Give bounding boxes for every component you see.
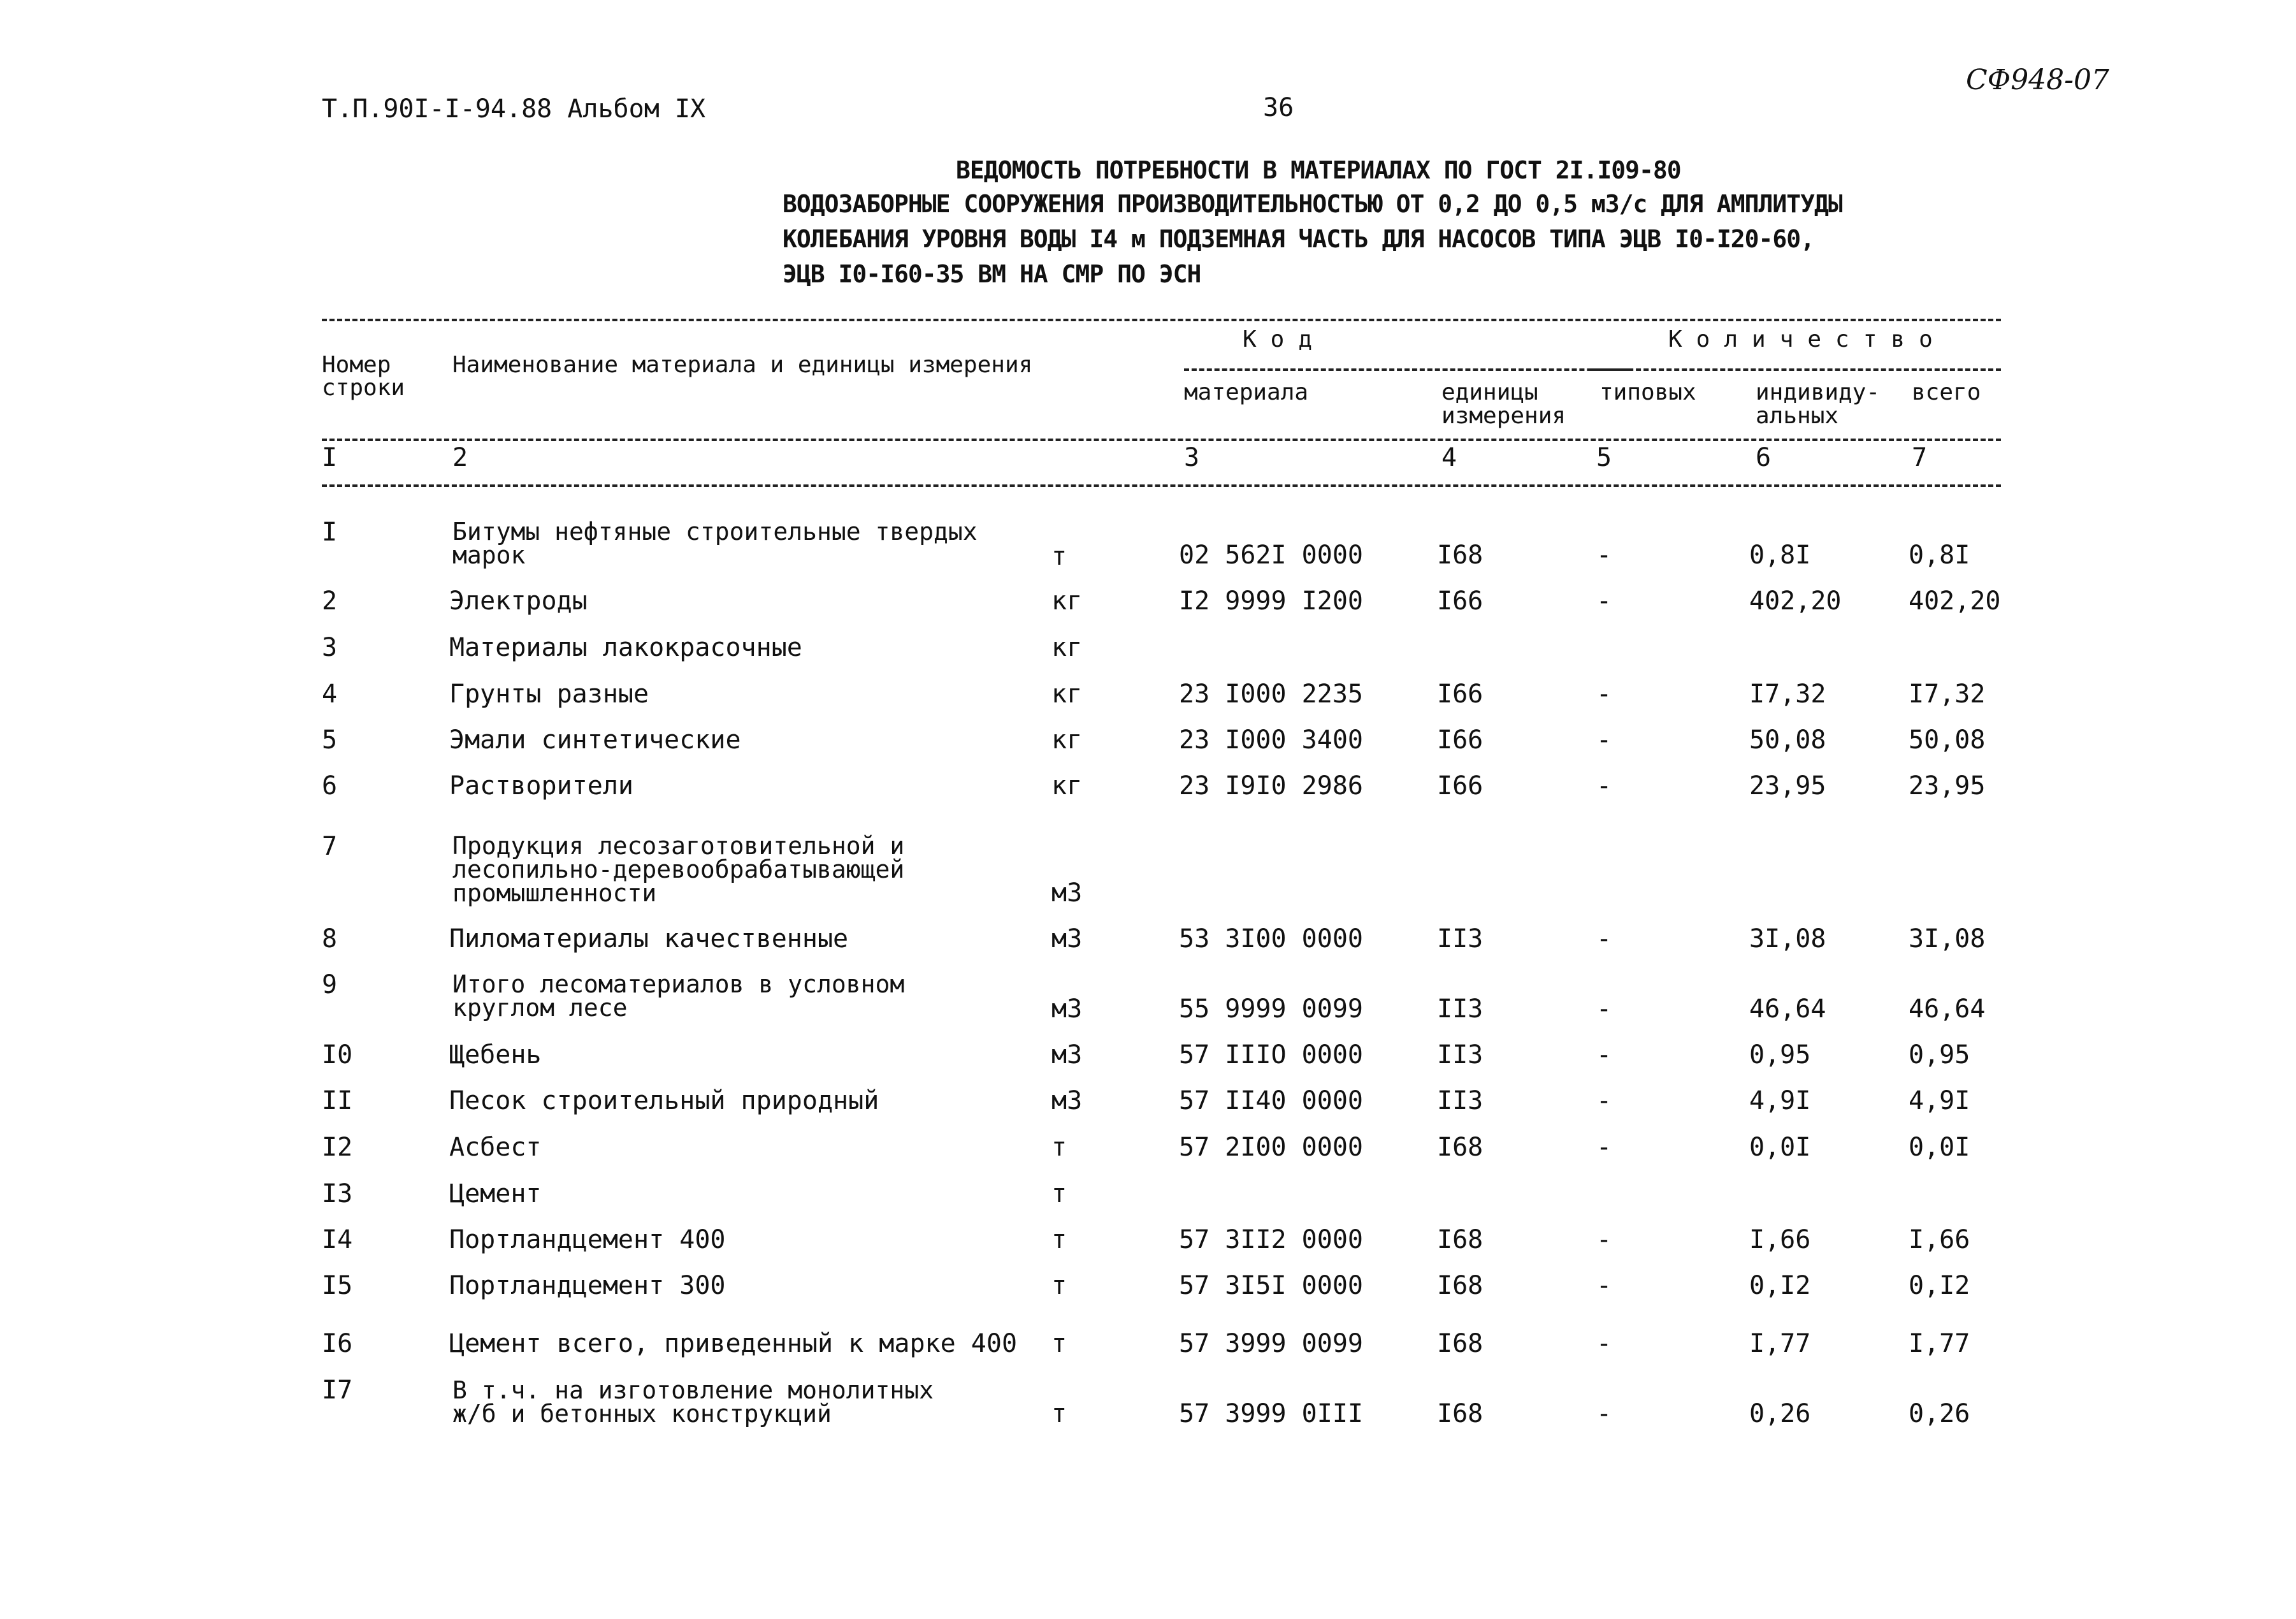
- header-row-number-2: строки: [322, 375, 405, 401]
- total-qty: 0,8I: [1909, 541, 1970, 570]
- unit-code: II3: [1437, 924, 1484, 954]
- individual-qty: 46,64: [1749, 994, 1826, 1024]
- qty-group-rule: [1590, 368, 2001, 371]
- individual-qty: 0,95: [1749, 1040, 1811, 1070]
- material-code: 53 3I00 0000: [1179, 924, 1363, 954]
- header-code-group: Код: [1243, 326, 1327, 352]
- total-qty: 4,9I: [1909, 1086, 1970, 1115]
- individual-qty: 4,9I: [1749, 1086, 1811, 1115]
- row-number: 3: [322, 633, 338, 662]
- material-name-line-3: промышленности: [452, 879, 657, 907]
- header-individual-1: индивиду-: [1756, 379, 1881, 405]
- individual-qty: I7,32: [1749, 679, 1826, 709]
- individual-qty: I,66: [1749, 1225, 1811, 1254]
- unit: т: [1051, 1225, 1067, 1254]
- material-code: 57 3999 0099: [1179, 1329, 1363, 1358]
- header-material-name: Наименование материала и единицы измерения: [452, 352, 1033, 378]
- material-name: Грунты разные: [449, 679, 649, 709]
- row-number: I6: [322, 1329, 353, 1358]
- material-name: Материалы лакокрасочные: [449, 633, 802, 662]
- row-number: 7: [322, 832, 338, 861]
- unit-code: I68: [1437, 1133, 1484, 1162]
- total-qty: I7,32: [1909, 679, 1986, 709]
- individual-qty: 50,08: [1749, 725, 1826, 755]
- material-code: 23 I000 2235: [1179, 679, 1363, 709]
- column-number-5: 5: [1596, 443, 1612, 472]
- total-qty: 0,95: [1909, 1040, 1970, 1070]
- total-qty: I,66: [1909, 1225, 1970, 1254]
- typical-qty: -: [1596, 586, 1612, 616]
- column-number-7: 7: [1912, 443, 1928, 472]
- table-top-rule: [322, 319, 2001, 321]
- material-name: Песок строительный природный: [449, 1086, 879, 1115]
- typical-qty: -: [1596, 1040, 1612, 1070]
- row-number: I4: [322, 1225, 353, 1254]
- unit: т: [1051, 1399, 1067, 1428]
- unit-code: I68: [1437, 1329, 1484, 1358]
- individual-qty: 402,20: [1749, 586, 1842, 616]
- typical-qty: -: [1596, 1399, 1612, 1428]
- material-name: Продукция лесозаготовительной и: [452, 832, 905, 860]
- material-name: Щебень: [449, 1040, 542, 1070]
- column-number-1: I: [322, 443, 338, 472]
- header-typical: типовых: [1599, 379, 1696, 405]
- header-material-code: материала: [1184, 379, 1309, 405]
- unit-code: I66: [1437, 586, 1484, 616]
- individual-qty: 0,26: [1749, 1399, 1811, 1428]
- row-number: 4: [322, 679, 338, 709]
- typical-qty: -: [1596, 924, 1612, 954]
- typical-qty: -: [1596, 679, 1612, 709]
- row-number: I2: [322, 1133, 353, 1162]
- column-number-6: 6: [1756, 443, 1772, 472]
- unit: кг: [1051, 679, 1083, 709]
- row-number: I: [322, 518, 338, 547]
- typical-qty: -: [1596, 1133, 1612, 1162]
- typical-qty: -: [1596, 1225, 1612, 1254]
- material-name-line-2: лесопильно-деревообрабатывающей: [452, 855, 905, 883]
- total-qty: 23,95: [1909, 771, 1986, 801]
- unit: м3: [1051, 878, 1083, 908]
- page-number: 36: [1263, 93, 1294, 122]
- typical-qty: -: [1596, 1086, 1612, 1115]
- row-number: 5: [322, 725, 338, 755]
- individual-qty: I,77: [1749, 1329, 1811, 1358]
- individual-qty: 0,8I: [1749, 541, 1811, 570]
- unit-code: I66: [1437, 725, 1484, 755]
- total-qty: I,77: [1909, 1329, 1970, 1358]
- material-name: Битумы нефтяные строительные твердых: [452, 518, 978, 546]
- unit: м3: [1051, 924, 1083, 954]
- row-number: II: [322, 1086, 353, 1115]
- unit-code: II3: [1437, 1040, 1484, 1070]
- total-qty: 3I,08: [1909, 924, 1986, 954]
- total-qty: 0,26: [1909, 1399, 1970, 1428]
- code-group-rule: [1184, 368, 1630, 371]
- title-line-2: ВОДОЗАБОРНЫЕ СООРУЖЕНИЯ ПРОИЗВОДИТЕЛЬНОСТЬЮ ОТ 0,2 ДО 0,5 м3/с ДЛЯ АМПЛИТУДЫ: [783, 190, 1842, 218]
- material-code: 57 3999 0III: [1179, 1399, 1363, 1428]
- column-number-2: 2: [452, 443, 468, 472]
- unit: т: [1051, 1271, 1067, 1300]
- unit-code: II3: [1437, 1086, 1484, 1115]
- material-code: 57 IIIO 0000: [1179, 1040, 1363, 1070]
- individual-qty: 0,0I: [1749, 1133, 1811, 1162]
- material-code: 55 9999 0099: [1179, 994, 1363, 1024]
- material-code: 57 3I5I 0000: [1179, 1271, 1363, 1300]
- unit: кг: [1051, 633, 1083, 662]
- row-number: I0: [322, 1040, 353, 1070]
- material-name: Электроды: [449, 586, 588, 616]
- unit: кг: [1051, 586, 1083, 616]
- unit: т: [1051, 542, 1067, 571]
- material-name: Портландцемент 300: [449, 1271, 726, 1300]
- column-number-4: 4: [1441, 443, 1457, 472]
- material-name-line-2: ж/б и бетонных конструкций: [452, 1400, 832, 1428]
- unit: т: [1051, 1329, 1067, 1358]
- unit: кг: [1051, 725, 1083, 755]
- typical-qty: -: [1596, 1329, 1612, 1358]
- material-name: Асбест: [449, 1133, 542, 1162]
- typical-qty: -: [1596, 994, 1612, 1024]
- unit: т: [1051, 1179, 1067, 1209]
- material-name: Цемент: [449, 1179, 542, 1209]
- material-code: 23 I000 3400: [1179, 725, 1363, 755]
- header-numbers-bottom-rule: [322, 484, 2001, 487]
- row-number: 6: [322, 771, 338, 801]
- header-unit-code-1: единицы: [1441, 379, 1538, 405]
- unit-code: I68: [1437, 1399, 1484, 1428]
- header-individual-2: альных: [1756, 403, 1839, 429]
- row-number: 9: [322, 970, 338, 999]
- material-name: Цемент всего, приведенный к марке 400: [449, 1329, 1018, 1358]
- header-quantity-group: Количество: [1668, 326, 1947, 352]
- unit-code: I68: [1437, 1271, 1484, 1300]
- header-row-number-1: Номер: [322, 352, 391, 378]
- typical-qty: -: [1596, 541, 1612, 570]
- material-name: Пиломатериалы качественные: [449, 924, 849, 954]
- individual-qty: 0,I2: [1749, 1271, 1811, 1300]
- total-qty: 0,0I: [1909, 1133, 1970, 1162]
- individual-qty: 3I,08: [1749, 924, 1826, 954]
- row-number: 2: [322, 586, 338, 616]
- document-code-left: Т.П.90I-I-94.88 Альбом IX: [322, 94, 706, 124]
- unit: т: [1051, 1133, 1067, 1162]
- material-code: 57 2I00 0000: [1179, 1133, 1363, 1162]
- total-qty: 402,20: [1909, 586, 2001, 616]
- title-line-1: ВЕДОМОСТЬ ПОТРЕБНОСТИ В МАТЕРИАЛАХ ПО ГОСТ 2I.I09-80: [956, 156, 1681, 184]
- unit-code: II3: [1437, 994, 1484, 1024]
- header-total: всего: [1912, 379, 1981, 405]
- material-name-line-2: круглом лесе: [452, 994, 628, 1022]
- handwritten-code: СФ948-07: [1966, 64, 2110, 96]
- material-name-line-2: марок: [452, 541, 526, 569]
- row-number: I5: [322, 1271, 353, 1300]
- total-qty: 0,I2: [1909, 1271, 1970, 1300]
- material-name: Итого лесоматериалов в условном: [452, 970, 905, 998]
- row-number: I7: [322, 1376, 353, 1405]
- material-name: Растворители: [449, 771, 633, 801]
- column-number-3: 3: [1184, 443, 1200, 472]
- unit: м3: [1051, 994, 1083, 1024]
- material-code: 57 3II2 0000: [1179, 1225, 1363, 1254]
- unit: м3: [1051, 1040, 1083, 1070]
- material-name: Эмали синтетические: [449, 725, 741, 755]
- unit: м3: [1051, 1086, 1083, 1115]
- total-qty: 46,64: [1909, 994, 1986, 1024]
- title-line-3: КОЛЕБАНИЯ УРОВНЯ ВОДЫ I4 м ПОДЗЕМНАЯ ЧАСТЬ ДЛЯ НАСОСОВ ТИПА ЭЦВ I0-I20-60,: [783, 225, 1814, 253]
- total-qty: 50,08: [1909, 725, 1986, 755]
- header-unit-code-2: измерения: [1441, 403, 1566, 429]
- unit: кг: [1051, 771, 1083, 801]
- row-number: 8: [322, 924, 338, 954]
- row-number: I3: [322, 1179, 353, 1209]
- material-code: 02 562I 0000: [1179, 541, 1363, 570]
- material-code: I2 9999 I200: [1179, 586, 1363, 616]
- typical-qty: -: [1596, 725, 1612, 755]
- material-name: Портландцемент 400: [449, 1225, 726, 1254]
- typical-qty: -: [1596, 1271, 1612, 1300]
- material-name: В т.ч. на изготовление монолитных: [452, 1376, 934, 1404]
- unit-code: I68: [1437, 541, 1484, 570]
- unit-code: I66: [1437, 771, 1484, 801]
- material-code: 23 I9I0 2986: [1179, 771, 1363, 801]
- unit-code: I68: [1437, 1225, 1484, 1254]
- individual-qty: 23,95: [1749, 771, 1826, 801]
- header-numbers-top-rule: [322, 439, 2001, 441]
- typical-qty: -: [1596, 771, 1612, 801]
- title-line-4: ЭЦВ I0-I60-35 ВМ НА СМР ПО ЭСН: [783, 260, 1201, 288]
- material-code: 57 II40 0000: [1179, 1086, 1363, 1115]
- unit-code: I66: [1437, 679, 1484, 709]
